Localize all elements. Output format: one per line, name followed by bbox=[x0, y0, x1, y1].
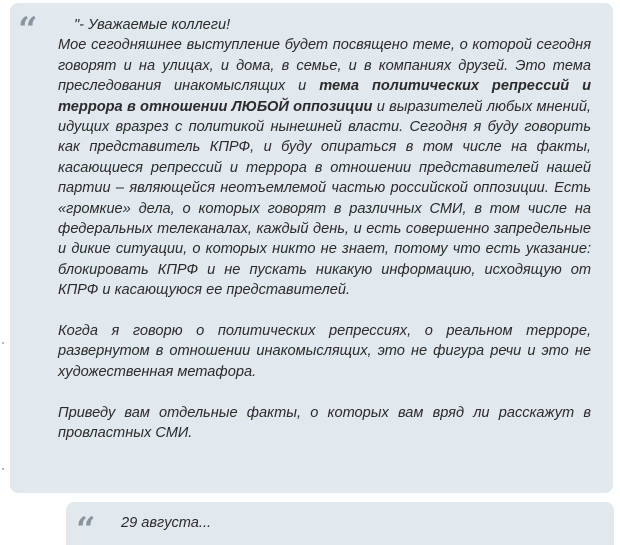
greeting-line: "- Уважаемые коллеги! bbox=[74, 17, 231, 33]
quote-date-text: 29 августа... bbox=[121, 515, 212, 531]
quote-paragraph-3: Приведу вам отдельные факты, о которых вам вряд ли расскажут в провластных СМИ. bbox=[58, 404, 591, 442]
quote-icon: “ bbox=[76, 510, 94, 545]
paragraph-1-text-start: Мое сегодняшнее выступление будет посвящено теме, о которой сегодня говорят и на улицах, и дома, в семье, и в компаниях друзей. Это тема преследования инакомыслящих и bbox=[58, 37, 591, 95]
quote-block-date bbox=[66, 502, 614, 545]
quote-paragraph-2: Когда я говорю о политических репрессиях, о реальном терроре, развернутом в отношении инакомыслящих, это не фигура речи и это не художественная метафора. bbox=[58, 323, 591, 380]
quote-icon: “ bbox=[18, 10, 36, 50]
side-dot-marker bbox=[2, 468, 4, 470]
side-dot-marker bbox=[2, 342, 4, 344]
quote-text bbox=[58, 15, 591, 444]
quote-block-speech bbox=[10, 3, 613, 493]
quote-paragraph-1 bbox=[58, 15, 591, 301]
paragraph-1-text-end: и выразителей любых мнений, идущих вразрез с политикой нынешней власти. Сегодня я буду говорить как представитель КПРФ, и буду опираться в том числе на факты, касающиеся репрессий и террора в отношении представителей нашей партии – являющейся неотъемлемой частью российской оппозиции. Есть «громкие» дела, о которых говорят в различных СМИ, в том числе на федеральных телеканалах, каждый день, и есть совершенно запредельные и дикие ситуации, о которых никто не знает, потому что есть указание: блокировать КПРФ и не пускать никакую информацию, исходящую от КПРФ и касающуюся ее представителей. bbox=[58, 98, 591, 299]
paragraph-1-emphasis: тема политических репрессий и террора в отношении ЛЮБОЙ оппозиции bbox=[58, 78, 591, 115]
